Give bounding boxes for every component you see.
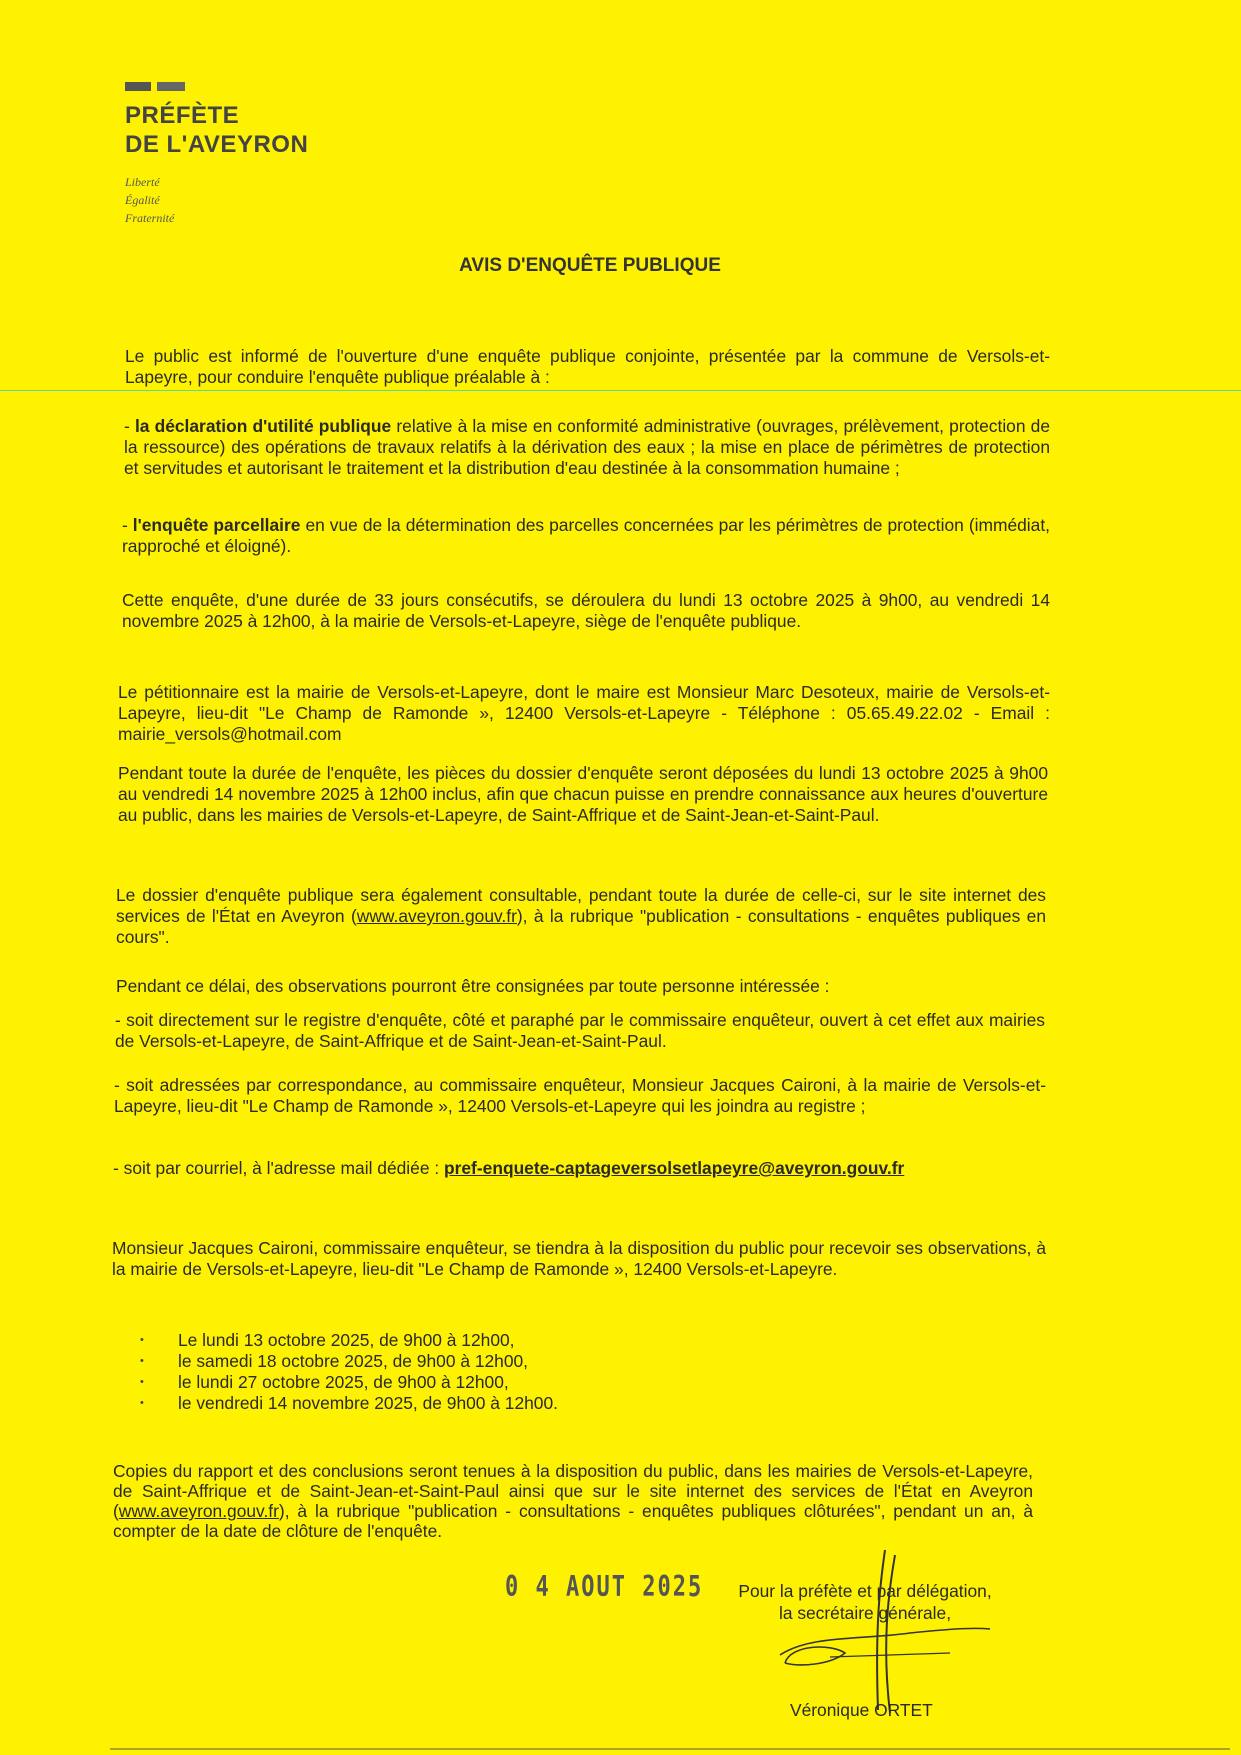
item-parcellaire: - l'enquête parcellaire en vue de la détermination des parcelles concernées par les périmètres de protection (immédiat, rapproché et éloigné). — [122, 515, 1050, 556]
scan-bottom-edge — [110, 1748, 1230, 1750]
online-text-b: ), à la rubrique "publication - consultations - enquêtes publiques en cours". — [116, 906, 1046, 947]
org-name-line1: PRÉFÈTE — [125, 102, 240, 129]
item-parcellaire-bold: l'enquête parcellaire — [132, 515, 301, 535]
item-declaration-bold: la déclaration d'utilité publique — [134, 416, 392, 436]
page-title: AVIS D'ENQUÊTE PUBLIQUE — [459, 255, 721, 276]
item-parcellaire-text: en vue de la détermination des parcelles concernées par les périmètres de protection (immédiat, rapproché et éloigné). — [122, 515, 1050, 556]
date-stamp: 0 4 AOUT 2025 — [505, 1571, 704, 1604]
copies-text-b: ), à la rubrique "publication - consultations - enquêtes publiques clôturées", pendant un an, à compter de la date de clôture de l'enquête. — [113, 1501, 1033, 1541]
motto-fraternite: Fraternité — [125, 211, 175, 225]
dedicated-email-link[interactable]: pref-enquete-captageversolsetlapeyre@aveyron.gouv.fr — [444, 1158, 905, 1178]
observation-mail: - soit adressées par correspondance, au commissaire enquêteur, Monsieur Jacques Caironi, à la mairie de Versols-et-Lapeyre, lieu-dit "Le Champ de Ramonde », 12400 Versols-et-Lapeyre qui les joindra au registre ; — [114, 1075, 1046, 1116]
list-item: • le samedi 18 octobre 2025, de 9h00 à 12h00, — [140, 1351, 558, 1372]
sessions-list — [140, 1330, 558, 1414]
online-text-a: Le dossier d'enquête publique sera également consultable, pendant toute la durée de celle-ci, sur le site internet des services de l'État en Aveyron ( — [116, 885, 1046, 926]
petitioner-paragraph: Le pétitionnaire est la mairie de Versols-et-Lapeyre, dont le maire est Monsieur Marc Desoteux, mairie de Versols-et-Lapeyre, lieu-dit "Le Champ de Ramonde », 12400 Versols-et-Lapeyre - Téléphone : 05.65.49.22.02 - Email : mairie_versols@hotmail.com — [118, 682, 1050, 744]
list-item: • Le lundi 13 octobre 2025, de 9h00 à 12h00, — [140, 1330, 558, 1351]
duration-paragraph: Cette enquête, d'une durée de 33 jours consécutifs, se déroulera du lundi 13 octobre 2025 à 9h00, au vendredi 14 novembre 2025 à 12h00, à la mairie de Versols-et-Lapeyre, siège de l'enquête publique. — [122, 590, 1050, 631]
intro-paragraph: Le public est informé de l'ouverture d'une enquête publique conjointe, présentée par la commune de Versols-et-Lapeyre, pour conduire l'enquête publique préalable à : — [125, 346, 1050, 387]
observation-registry: - soit directement sur le registre d'enquête, côté et paraphé par le commissaire enquêteur, ouvert à cet effet aux mairies de Versols-et-Lapeyre, de Saint-Affrique et de Saint-Jean-et-Saint-Paul. — [115, 1010, 1045, 1051]
item-declaration: - la déclaration d'utilité publique relative à la mise en conformité administrative (ouvrages, prélèvement, protection de la ressource) des opérations de travaux relatifs à la dérivation des eaux ; la mise en place de périmètres de protection et servitudes et autorisant le traitement et la distribution d'eau destinée à la consommation humaine ; — [124, 416, 1051, 478]
online-link[interactable]: www.aveyron.gouv.fr — [356, 906, 517, 926]
copies-link[interactable]: www.aveyron.gouv.fr — [118, 1501, 279, 1521]
item-declaration-text: relative à la mise en conformité administrative (ouvrages, prélèvement, protection de la ressource) des opérations de travaux relatifs à la dérivation des eaux ; la mise en place de périmètres de protection et servitudes et autorisant le traitement et la distribution d'eau destinée à la consommation humaine ; — [124, 416, 1051, 478]
observation-email-text: - soit par courriel, à l'adresse mail dédiée : — [113, 1158, 444, 1178]
scan-artifact-line — [0, 390, 1241, 391]
handwritten-signature — [770, 1545, 1000, 1715]
signature-delegation: Pour la préfète et par délégation, — [738, 1581, 992, 1601]
motto-liberte: Liberté — [125, 175, 160, 189]
observation-email — [113, 1158, 1045, 1179]
commissioner-paragraph: Monsieur Jacques Caironi, commissaire enquêteur, se tiendra à la disposition du public pour recevoir ses observations, à la mairie de Versols-et-Lapeyre, lieu-dit "Le Champ de Ramonde », 12400 Versols-et-Lapeyre. — [112, 1238, 1046, 1279]
org-name-line2: DE L'AVEYRON — [125, 131, 309, 158]
list-item: • le lundi 27 octobre 2025, de 9h00 à 12h00, — [140, 1372, 558, 1393]
signatory-name: Véronique ORTET — [790, 1700, 933, 1720]
list-item: • le vendredi 14 novembre 2025, de 9h00 à 12h00. — [140, 1393, 558, 1414]
signature-title: la secrétaire générale, — [778, 1603, 952, 1623]
marianne-icon — [125, 82, 308, 91]
online-paragraph — [116, 885, 1046, 948]
copies-text-a: Copies du rapport et des conclusions seront tenues à la disposition du public, dans les mairies de Versols-et-Lapeyre, de Saint-Affrique et de Saint-Jean-et-Saint-Paul ainsi que sur le site internet des services de l'État en Aveyron ( — [113, 1461, 1033, 1521]
observations-intro: Pendant ce délai, des observations pourront être consignées par toute personne intéressée : — [116, 976, 830, 996]
deposit-paragraph: Pendant toute la durée de l'enquête, les pièces du dossier d'enquête seront déposées du lundi 13 octobre 2025 à 9h00 au vendredi 14 novembre 2025 à 12h00 inclus, afin que chacun puisse en prendre connaissance aux heures d'ouverture au public, dans les mairies de Versols-et-Lapeyre, de Saint-Affrique et de Saint-Jean-et-Saint-Paul. — [118, 763, 1048, 825]
prefecture-logo — [125, 82, 308, 227]
motto — [125, 173, 308, 227]
motto-egalite: Égalité — [125, 193, 160, 207]
copies-paragraph — [113, 1461, 1033, 1541]
